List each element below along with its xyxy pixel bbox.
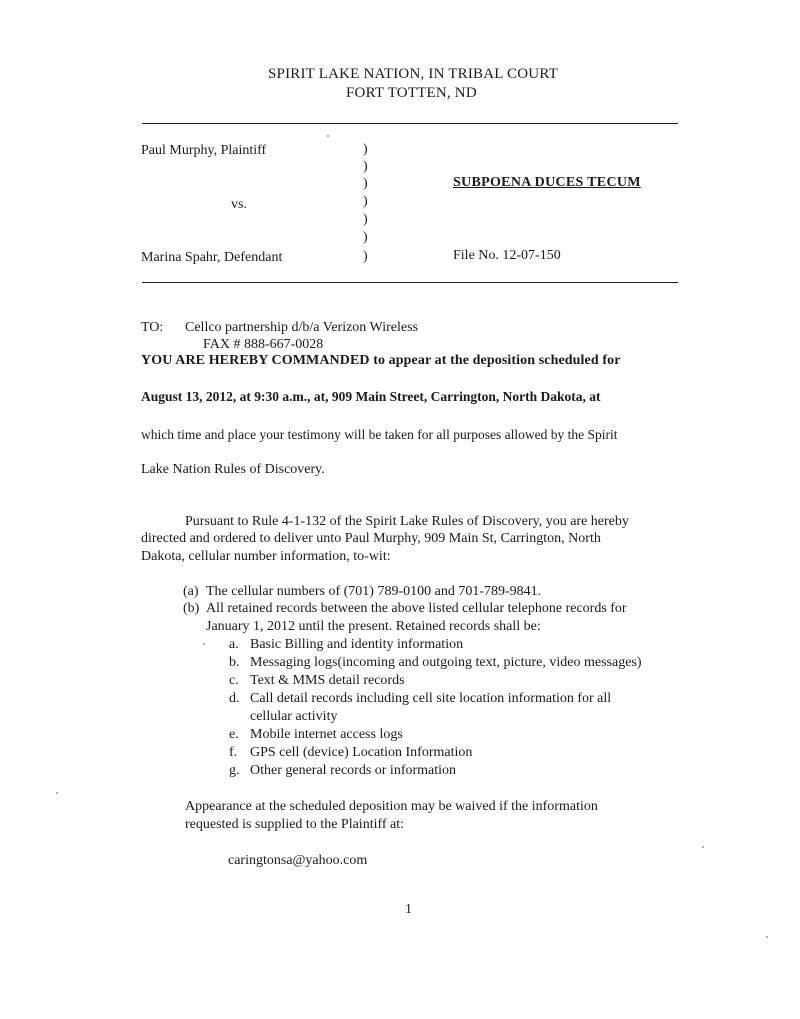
contact-email[interactable]: caringtonsa@yahoo.com <box>228 853 368 868</box>
appearance-line-1: Appearance at the scheduled deposition may be waived if the information <box>185 799 598 814</box>
page-number: 1 <box>405 902 412 917</box>
versus-label: vs. <box>231 197 247 212</box>
court-name: SPIRIT LAKE NATION, IN TRIBAL COURT <box>268 66 558 82</box>
pursuant-line-3: Dakota, cellular number information, to-wit: <box>141 549 391 564</box>
scan-speck <box>327 135 329 137</box>
scan-speck <box>702 846 704 848</box>
scan-speck <box>56 792 58 794</box>
command-line-1: YOU ARE HEREBY COMMANDED to appear at the deposition scheduled for <box>141 353 621 368</box>
pursuant-line-1: Pursuant to Rule 4-1-132 of the Spirit Lake Rules of Discovery, you are hereby <box>185 514 629 529</box>
to-label: TO: <box>141 320 164 335</box>
caption-paren: ) <box>363 194 368 209</box>
sub-item-text: Messaging logs(incoming and outgoing text, picture, video messages) <box>250 655 642 670</box>
caption-paren: ) <box>363 142 368 157</box>
court-location: FORT TOTTEN, ND <box>346 85 477 101</box>
defendant-name: Marina Spahr, Defendant <box>141 250 283 265</box>
caption-paren: ) <box>363 249 368 264</box>
list-a-marker: (a) <box>183 584 199 599</box>
caption-paren: ) <box>363 230 368 245</box>
recipient-fax: FAX # 888-667-0028 <box>203 337 324 352</box>
scan-speck <box>203 643 205 645</box>
scan-speck <box>766 936 768 938</box>
sub-item-text: Mobile internet access logs <box>250 727 403 742</box>
sub-item-marker: f. <box>229 745 238 760</box>
list-b-line-1: All retained records between the above listed cellular telephone records for <box>206 601 627 616</box>
document-title: SUBPOENA DUCES TECUM <box>453 175 641 190</box>
sub-item-text: cellular activity <box>250 709 338 724</box>
command-line-3: which time and place your testimony will be taken for all purposes allowed by the Spirit <box>141 427 618 442</box>
caption-paren: ) <box>363 176 368 191</box>
file-number: File No. 12-07-150 <box>453 248 561 263</box>
sub-item-text: GPS cell (device) Location Information <box>250 745 473 760</box>
sub-item-marker: e. <box>229 727 239 742</box>
sub-item-marker: d. <box>229 691 240 706</box>
sub-item-marker: c. <box>229 673 239 688</box>
list-b-line-2: January 1, 2012 until the present. Retained records shall be: <box>206 619 541 634</box>
caption-top-rule <box>142 123 678 124</box>
caption-bottom-rule <box>142 282 678 283</box>
sub-item-text: Text & MMS detail records <box>250 673 405 688</box>
sub-item-marker: b. <box>229 655 240 670</box>
sub-item-marker: g. <box>229 763 240 778</box>
plaintiff-name: Paul Murphy, Plaintiff <box>141 143 267 158</box>
list-a-text: The cellular numbers of (701) 789-0100 and 701-789-9841. <box>206 584 542 599</box>
caption-paren: ) <box>363 159 368 174</box>
sub-item-text: Other general records or information <box>250 763 457 778</box>
caption-paren: ) <box>363 212 368 227</box>
command-line-2: August 13, 2012, at 9:30 a.m., at, 909 Main Street, Carrington, North Dakota, at <box>141 389 601 404</box>
sub-item-marker: a. <box>229 637 239 652</box>
sub-item-text: Basic Billing and identity information <box>250 637 464 652</box>
appearance-line-2: requested is supplied to the Plaintiff at: <box>185 817 405 832</box>
command-line-4: Lake Nation Rules of Discovery. <box>141 462 325 477</box>
list-b-marker: (b) <box>183 601 200 616</box>
sub-item-text: Call detail records including cell site location information for all <box>250 691 612 706</box>
pursuant-line-2: directed and ordered to deliver unto Paul Murphy, 909 Main St, Carrington, North <box>141 531 601 546</box>
recipient-name: Cellco partnership d/b/a Verizon Wireless <box>185 320 418 335</box>
